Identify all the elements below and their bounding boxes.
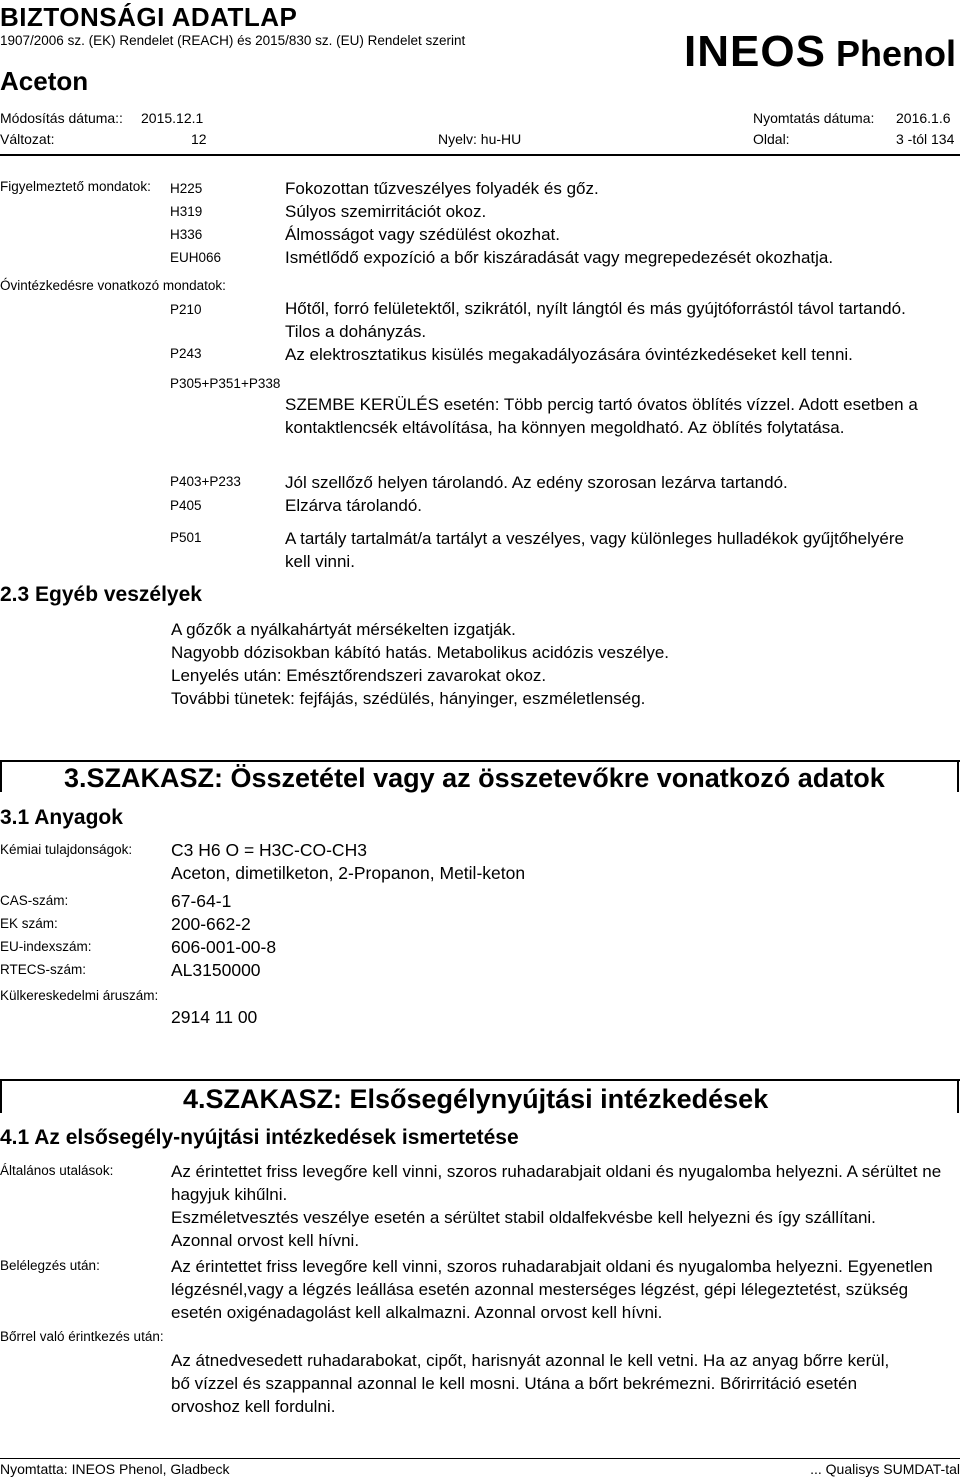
h-text: Álmosságot vagy szédülést okozhat.	[285, 225, 560, 244]
precaution-statements-label: Óvintézkedésre vonatkozó mondatok:	[0, 278, 226, 293]
p-text: Hőtől, forró felületektől, szikrától, nyílt lángtól és más gyújtóforrástól távol tartandó. Tilos a dohányzás.	[285, 299, 906, 341]
p-text: Az elektrosztatikus kisülés megakadályozására óvintézkedéseket kell tenni.	[285, 345, 853, 364]
section3-right-border	[957, 760, 959, 792]
section4-title: 4.SZAKASZ: Elsősegélynyújtási intézkedések	[183, 1084, 769, 1114]
h-text: Ismétlődő expozíció a bőr kiszáradását vagy megrepedezését okozhatja.	[285, 248, 834, 267]
p-code: P501	[170, 530, 202, 545]
p-text: Jól szellőző helyen tárolandó. Az edény szorosan lezárva tartandó.	[285, 473, 788, 492]
ek-number-value: 200-662-2	[171, 914, 251, 934]
inhalation-label: Belélegzés után:	[0, 1258, 100, 1273]
product-name: Aceton	[0, 66, 89, 96]
eu-index-value: 606-001-00-8	[171, 937, 277, 957]
footer-divider	[0, 1458, 960, 1459]
h-code: H225	[170, 181, 203, 196]
other-hazard-line: A gőzők a nyálkahártyát mérsékelten izgatják.	[171, 620, 516, 639]
skin-contact-label: Bőrrel való érintkezés után:	[0, 1329, 164, 1344]
p-code: P403+P233	[170, 474, 241, 489]
language: Nyelv: hu-HU	[438, 131, 522, 147]
p-text: A tartály tartalmát/a tartályt a veszélyes, vagy különleges hulladékok gyűjtőhelyére kell vinni.	[285, 529, 904, 571]
chemical-formula: C3 H6 O = H3C-CO-CH3	[171, 840, 367, 860]
cas-number-value: 67-64-1	[171, 891, 232, 911]
footer-software: ... Qualisys SUMDAT-tal	[810, 1461, 960, 1477]
section4-top-border	[0, 1079, 960, 1081]
h-text: Fokozottan tűzveszélyes folyadék és gőz.	[285, 179, 599, 198]
section4-left-border	[0, 1079, 2, 1113]
section3-left-border	[0, 760, 2, 792]
document-title: BIZTONSÁGI ADATLAP	[0, 2, 298, 32]
page-label: Oldal:	[753, 131, 790, 147]
p-code: P210	[170, 302, 202, 317]
modification-date-value: 2015.12.1	[141, 110, 204, 126]
section3-subtitle: 3.1 Anyagok	[0, 806, 123, 829]
inhalation-text: Az érintettet friss levegőre kell vinni, szoros ruhadarabjait oldani és nyugalomba helyezni. Egyenetlen légzésnél,vagy a légzés leállása esetén azonnal mesterséges légzést, gépi lélegeztetést, szükség esetén oxigénadagolást kell alkalmazni. Azonnal orvost kell hívni.	[171, 1257, 933, 1322]
warning-statements-label: Figyelmeztető mondatok:	[0, 179, 151, 194]
h-code: EUH066	[170, 250, 222, 265]
other-hazards-title: 2.3 Egyéb veszélyek	[0, 583, 202, 606]
page-value: 3 -tól 134	[896, 131, 955, 147]
trade-number-value: 2914 11 00	[171, 1007, 258, 1027]
p-code: P405	[170, 498, 202, 513]
other-hazard-line: További tünetek: fejfájás, szédülés, hányinger, eszméletlenség.	[171, 689, 646, 708]
chemical-properties-label: Kémiai tulajdonságok:	[0, 842, 133, 857]
other-hazard-line: Lenyelés után: Emésztőrendszeri zavarokat okoz.	[171, 666, 547, 685]
version-label: Változat:	[0, 131, 55, 147]
logo-ineos-text: INEOS	[684, 28, 826, 72]
section3-title: 3.SZAKASZ: Összetétel vagy az összetevőkre vonatkozó adatok	[64, 763, 885, 793]
h-code: H319	[170, 204, 203, 219]
p-text: Elzárva tárolandó.	[285, 496, 423, 515]
section4-right-border	[957, 1079, 959, 1113]
regulation-reference: 1907/2006 sz. (EK) Rendelet (REACH) és 2015/830 sz. (EU) Rendelet szerint	[0, 33, 466, 48]
p-code: P243	[170, 346, 202, 361]
general-notes-label: Általános utalások:	[0, 1163, 114, 1178]
ineos-phenol-logo	[684, 28, 960, 72]
trade-number-label: Külkereskedelmi áruszám:	[0, 988, 159, 1003]
ek-number-label: EK szám:	[0, 916, 58, 931]
version-value: 12	[191, 131, 207, 147]
h-code: H336	[170, 227, 203, 242]
other-hazard-line: Nagyobb dózisokban kábító hatás. Metabolikus acidózis veszélye.	[171, 643, 670, 662]
footer-printed-by: Nyomtatta: INEOS Phenol, Gladbeck	[0, 1461, 230, 1477]
modification-date-label: Módosítás dátuma::	[0, 110, 123, 126]
skin-contact-text: Az átnedvesedett ruhadarabokat, cipőt, harisnyát azonnal le kell vetni. Ha az anyag bőrre kerül, bő vízzel és szappannal azonnal le kell mosni. Utána a bőrt bekrémezni. Bőrirritáció esetén orvoshoz kell fordulni.	[171, 1351, 890, 1416]
section3-top-border	[0, 760, 960, 762]
general-notes-text: Eszméletvesztés veszélye esetén a sérültet stabil oldalfekvésbe kell helyezni és így szállítani. Azonnal orvost kell hívni.	[171, 1208, 876, 1250]
rtecs-label: RTECS-szám:	[0, 962, 87, 977]
general-notes-text: Az érintettet friss levegőre kell vinni, szoros ruhadarabjait oldani és nyugalomba helyezni. A sérültet ne hagyjuk kihűlni.	[171, 1162, 942, 1204]
p-text: SZEMBE KERÜLÉS esetén: Több percig tartó óvatos öblítés vízzel. Adott esetben a kontaktlencsék eltávolítása, ha könnyen megoldható. Az öblítés folytatása.	[285, 395, 918, 437]
chemical-synonyms: Aceton, dimetilketon, 2-Propanon, Metil-keton	[171, 863, 526, 883]
rtecs-value: AL3150000	[171, 960, 261, 980]
section4-subtitle: 4.1 Az elsősegély-nyújtási intézkedések ismertetése	[0, 1126, 519, 1149]
print-date-value: 2016.1.6	[896, 110, 951, 126]
logo-phenol-text: Phenol	[836, 33, 957, 72]
eu-index-label: EU-indexszám:	[0, 939, 92, 954]
cas-number-label: CAS-szám:	[0, 893, 69, 908]
h-text: Súlyos szemirritációt okoz.	[285, 202, 487, 221]
print-date-label: Nyomtatás dátuma:	[753, 110, 875, 126]
header-divider	[0, 154, 960, 156]
p-code: P305+P351+P338	[170, 376, 281, 391]
